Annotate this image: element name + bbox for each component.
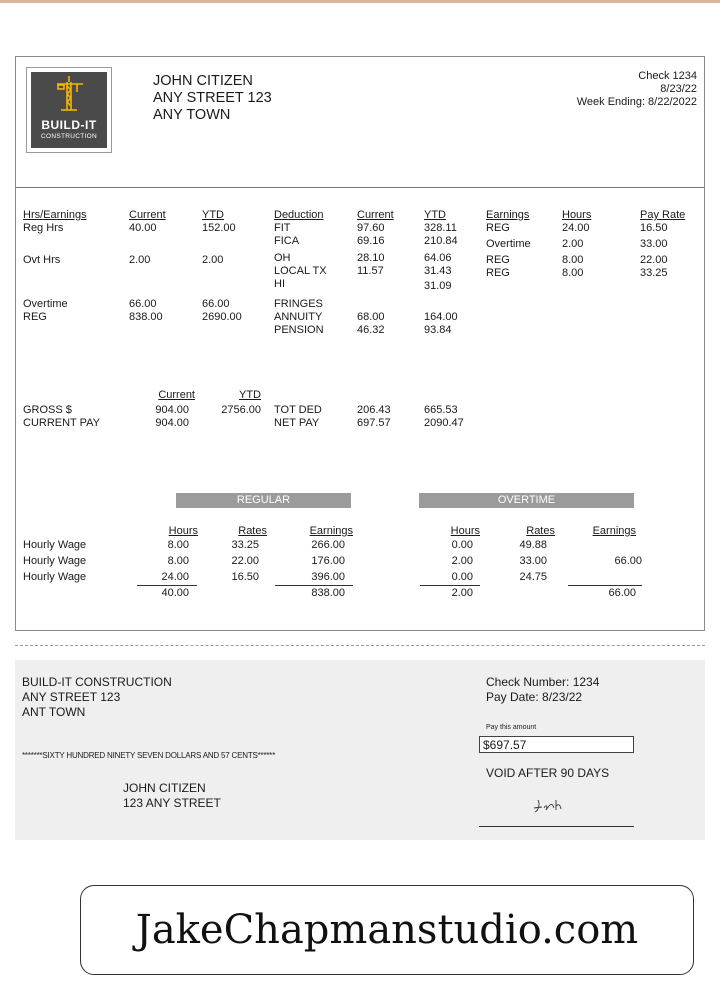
deduction-header: Deduction	[274, 209, 324, 221]
regular-section-bar: REGULAR	[176, 493, 351, 508]
table-cell: Overtime	[23, 298, 68, 310]
void-notice: VOID AFTER 90 DAYS	[486, 766, 610, 780]
overtime-section-bar: OVERTIME	[419, 493, 634, 508]
table-cell: 22.00	[231, 555, 259, 567]
table-cell: 2.00	[202, 254, 224, 266]
table-cell: 396.00	[311, 571, 345, 583]
perforation-line	[15, 645, 705, 646]
totals-section	[23, 389, 493, 434]
table-cell: 0.00	[451, 539, 473, 551]
logo-subtitle: CONSTRUCTION	[41, 133, 97, 140]
row-label: Hourly Wage	[23, 539, 87, 551]
net-pay-ytd: 2090.47	[424, 417, 464, 429]
table-cell: REG	[23, 311, 47, 323]
net-pay-label: NET PAY	[274, 417, 320, 429]
check-number-label: Check Number: 1234	[486, 675, 600, 689]
table-cell: 40.00	[129, 222, 157, 234]
company-logo	[26, 67, 112, 153]
table-cell: 33.25	[640, 267, 668, 279]
table-cell: 8.00	[167, 539, 189, 551]
table-cell: 8.00	[562, 254, 584, 266]
table-cell: 328.11	[424, 222, 457, 234]
table-cell: FICA	[274, 235, 300, 247]
week-ending: Week Ending: 8/22/2022	[576, 96, 697, 108]
total-rule	[420, 585, 480, 586]
current-pay-value: 904.00	[155, 417, 189, 429]
table-cell: FIT	[274, 222, 291, 234]
table-cell: 49.88	[519, 539, 547, 551]
hours-header: Hours	[562, 209, 592, 221]
reg-total-hours: 40.00	[161, 587, 189, 599]
table-cell: HI	[274, 278, 285, 290]
tot-ded-label: TOT DED	[274, 404, 322, 416]
gross-label: GROSS $	[23, 404, 72, 416]
table-cell: 152.00	[202, 222, 236, 234]
totals-current-header: Current	[158, 389, 195, 401]
table-cell: 11.57	[357, 265, 384, 277]
hours-table	[486, 209, 698, 279]
table-cell: 24.75	[519, 571, 547, 583]
table-cell: 31.09	[424, 280, 452, 292]
ot-total-hours: 2.00	[451, 587, 473, 599]
table-cell: 46.32	[357, 324, 385, 336]
current-pay-label: CURRENT PAY	[23, 417, 101, 429]
employee-town: ANY TOWN	[153, 107, 231, 123]
logo-title: BUILD-IT	[41, 118, 97, 132]
signature-image	[530, 796, 570, 818]
table-cell: REG	[486, 267, 510, 279]
deductions-table	[274, 209, 484, 349]
check-meta	[486, 675, 599, 705]
table-cell: Reg Hrs	[23, 222, 64, 234]
check-date: 8/23/22	[660, 83, 697, 95]
deduction-ytd-header: YTD	[424, 209, 446, 221]
amount-value: $697.57	[483, 738, 527, 752]
hours-earnings-header: Earnings	[486, 209, 530, 221]
gross-ytd: 2756.00	[221, 404, 261, 416]
ot-rates-header: Rates	[526, 525, 555, 537]
employee-name: JOHN CITIZEN	[153, 73, 253, 89]
pay-stub	[15, 56, 705, 631]
payee-address	[123, 781, 221, 811]
row-label: Hourly Wage	[23, 555, 87, 567]
table-cell: 66.00	[202, 298, 230, 310]
check-number: Check 1234	[638, 70, 697, 82]
pay-date: Pay Date: 8/23/22	[486, 690, 583, 704]
total-rule	[137, 585, 197, 586]
ot-hours-header: Hours	[450, 525, 480, 537]
amount-box	[479, 736, 634, 753]
pay-rate-header: Pay Rate	[640, 209, 686, 221]
table-cell: 164.00	[424, 311, 458, 323]
table-cell: Overtime	[486, 238, 531, 250]
reg-rates-header: Rates	[238, 525, 267, 537]
signature-line	[479, 826, 634, 827]
table-cell: 24.00	[562, 222, 590, 234]
table-cell: 28.10	[357, 252, 385, 264]
table-cell: OH	[274, 252, 291, 264]
table-cell: 16.50	[231, 571, 259, 583]
table-cell: 24.00	[161, 571, 189, 583]
table-cell: 176.00	[311, 555, 345, 567]
table-cell: LOCAL TX	[274, 265, 327, 277]
total-rule	[275, 585, 353, 586]
table-cell: REG	[486, 254, 510, 266]
table-cell: 8.00	[562, 267, 584, 279]
ot-total-earnings: 66.00	[608, 587, 636, 599]
total-rule	[568, 585, 642, 586]
tot-ded-current: 206.43	[357, 404, 391, 416]
reg-hours-header: Hours	[168, 525, 198, 537]
top-accent-line	[0, 0, 720, 3]
earnings-table	[23, 209, 263, 349]
check-company-town: ANT TOWN	[22, 705, 86, 719]
earnings-header: Hrs/Earnings	[23, 209, 87, 221]
table-cell: 266.00	[311, 539, 345, 551]
check-company-street: ANY STREET 123	[22, 690, 121, 704]
reg-total-earnings: 838.00	[311, 587, 345, 599]
earnings-ytd-header: YTD	[202, 209, 224, 221]
table-cell: 2.00	[451, 555, 473, 567]
deduction-current-header: Current	[357, 209, 394, 221]
check-company-address	[22, 675, 172, 720]
row-label: Hourly Wage	[23, 571, 87, 583]
table-cell: 2690.00	[202, 311, 242, 323]
table-cell: 93.84	[424, 324, 452, 336]
reg-earnings-header: Earnings	[309, 525, 353, 537]
pay-amount-label: Pay this amount	[486, 724, 537, 731]
check	[15, 660, 705, 840]
employee-address	[153, 73, 272, 124]
gross-current: 904.00	[155, 404, 189, 416]
wage-breakdown	[23, 525, 703, 605]
table-cell: REG	[486, 222, 510, 234]
check-info	[577, 70, 697, 109]
earnings-current-header: Current	[129, 209, 166, 221]
crane-icon	[31, 72, 107, 118]
table-cell: 64.06	[424, 252, 452, 264]
table-cell: 33.25	[231, 539, 259, 551]
table-cell: FRINGES	[274, 298, 323, 310]
table-cell: 838.00	[129, 311, 163, 323]
table-cell: 8.00	[167, 555, 189, 567]
header-divider	[16, 187, 704, 188]
totals-ytd-header: YTD	[239, 389, 261, 401]
table-cell: 66.00	[129, 298, 157, 310]
check-company-name: BUILD-IT CONSTRUCTION	[22, 675, 172, 689]
table-cell: ANNUITY	[274, 311, 323, 323]
table-cell: 2.00	[562, 238, 584, 250]
table-cell: 0.00	[451, 571, 473, 583]
table-cell: PENSION	[274, 324, 324, 336]
table-cell: Ovt Hrs	[23, 254, 61, 266]
table-cell: 16.50	[640, 222, 668, 234]
employee-street: ANY STREET 123	[153, 90, 272, 106]
payee-street: 123 ANY STREET	[123, 796, 221, 810]
amount-in-words: *******SIXTY HUNDRED NINETY SEVEN DOLLARS AND 57 CENTS******	[22, 751, 276, 760]
table-cell: 69.16	[357, 235, 385, 247]
table-cell: 2.00	[129, 254, 151, 266]
tot-ded-ytd: 665.53	[424, 404, 458, 416]
table-cell: 31.43	[424, 265, 452, 277]
table-cell: 33.00	[640, 238, 668, 250]
table-cell: 33.00	[519, 555, 547, 567]
watermark-banner: JakeChapmanstudio.com	[80, 885, 694, 975]
table-cell: 68.00	[357, 311, 385, 323]
payee-name: JOHN CITIZEN	[123, 781, 206, 795]
table-cell: 97.60	[357, 222, 385, 234]
net-pay-current: 697.57	[357, 417, 391, 429]
table-cell: 210.84	[424, 235, 458, 247]
table-cell: 66.00	[614, 555, 642, 567]
ot-earnings-header: Earnings	[592, 525, 636, 537]
table-cell: 22.00	[640, 254, 668, 266]
